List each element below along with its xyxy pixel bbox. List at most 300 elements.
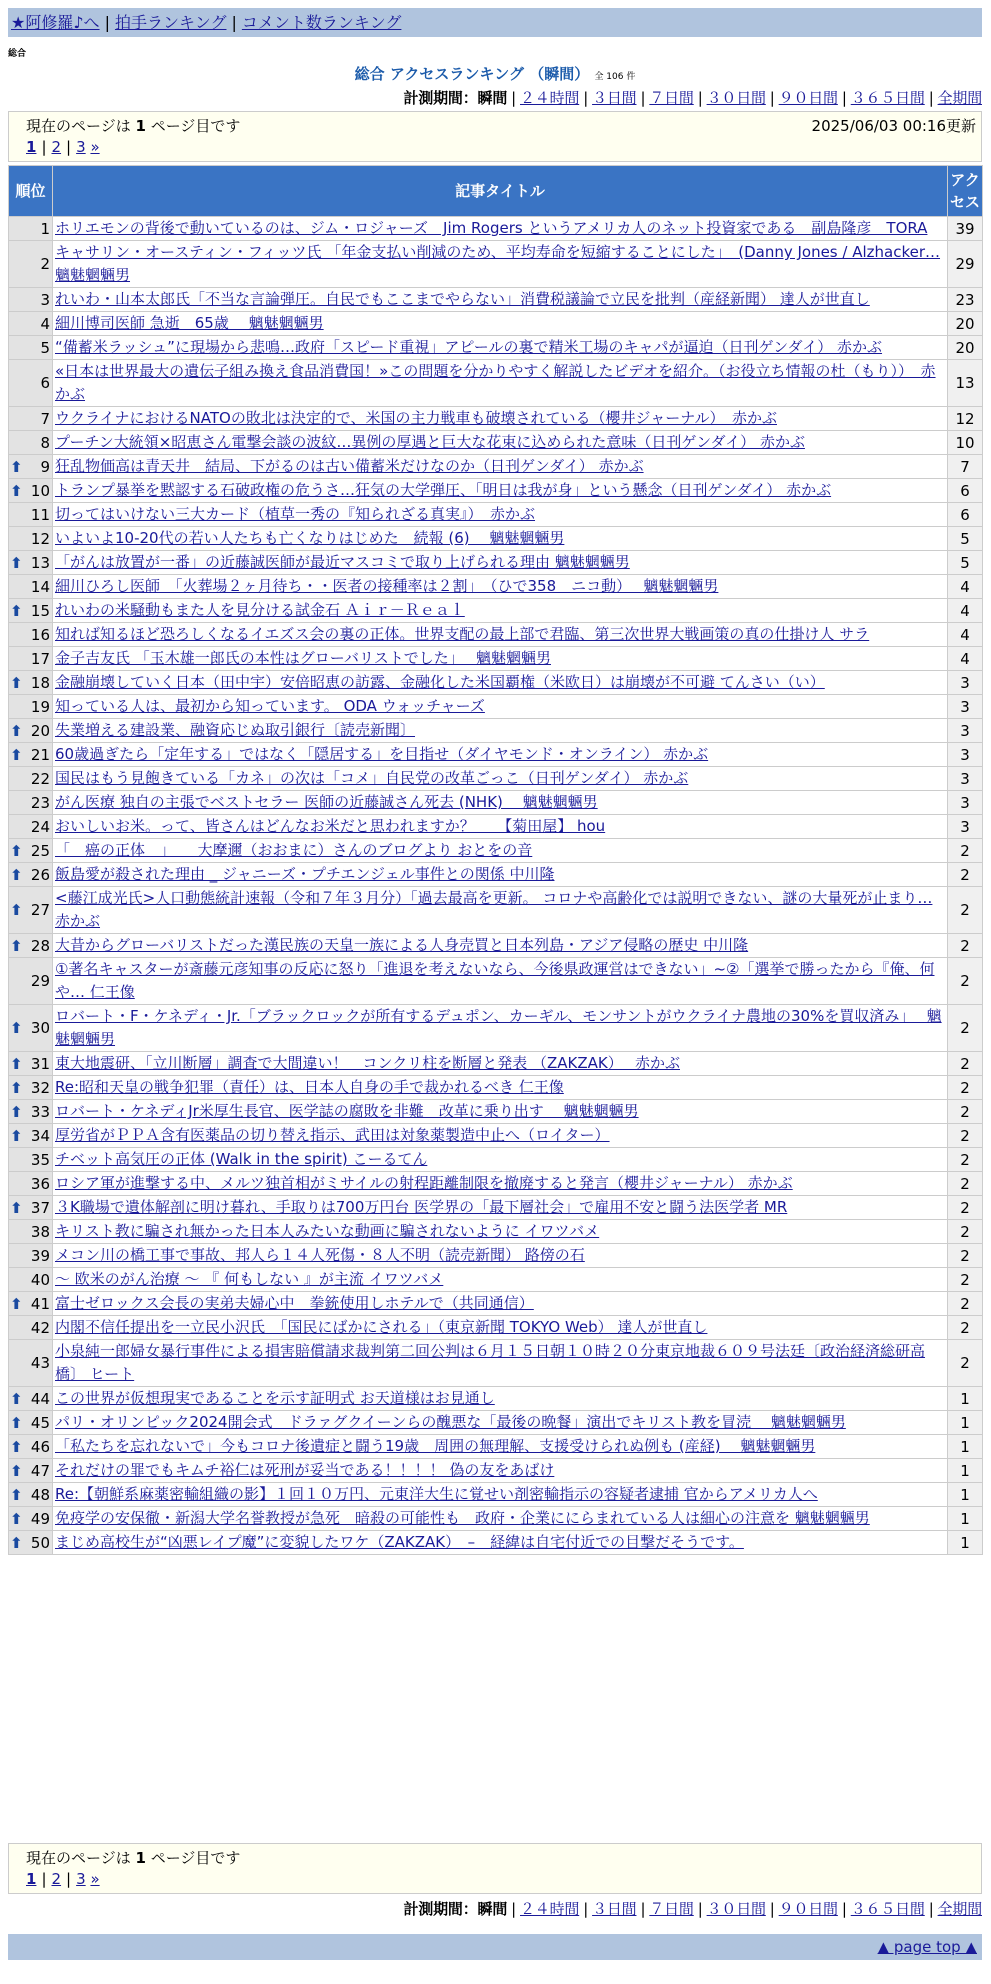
rank-cell	[9, 455, 53, 479]
access-count: 2	[948, 934, 983, 958]
page-link-1[interactable]: 1	[26, 1870, 37, 1888]
article-link[interactable]: れいわの米騒動もまた人を見分ける試金石 Ａｉｒ－Ｒｅａｌ	[55, 601, 465, 619]
article-link[interactable]: まじめ高校生が“凶悪レイプ魔”に変貌したワケ（ZAKZAK） – 経緯は自宅付近での目撃だそうです。	[55, 1533, 744, 1551]
article-link[interactable]: この世界が仮想現実であることを示す証明式 お天道様はお見通し	[55, 1389, 495, 1407]
rank-number: 45	[30, 1413, 50, 1432]
access-count: 6	[948, 479, 983, 503]
rank-up-arrow-icon: ⬆	[10, 721, 23, 740]
rank-number: 39	[30, 1246, 50, 1265]
table-row	[9, 360, 983, 407]
rank-number: 46	[30, 1437, 50, 1456]
period-separator: |	[511, 1900, 516, 1918]
rank-up-arrow-icon: ⬆	[10, 601, 23, 620]
article-link[interactable]: トランプ暴挙を黙認する石破政権の危うさ…狂気の大学弾圧、「明日は我が身」という懸念（日刊ゲンダイ） 赤かぶ	[55, 481, 832, 499]
period-option-2[interactable]: ３日間	[592, 1900, 637, 1918]
rank-number: 31	[30, 1054, 50, 1073]
access-count: 2	[948, 1100, 983, 1124]
article-link[interactable]: 内閣不信任提出を一立民小沢氏 「国民にばかにされる」（東京新聞 TOKYO Web） 達人が世直し	[55, 1318, 708, 1336]
table-row	[9, 743, 983, 767]
rank-cell	[9, 217, 53, 241]
rank-cell	[9, 887, 53, 934]
rank-cell	[9, 1005, 53, 1052]
access-count: 7	[948, 455, 983, 479]
access-count: 12	[948, 407, 983, 431]
article-link[interactable]: 細川博司医師 急逝 65歳 魑魅魍魎男	[55, 314, 324, 332]
rank-up-arrow-icon: ⬆	[10, 1078, 23, 1097]
article-link[interactable]: れいわ・山本太郎氏「不当な言論弾圧。自民でもここまでやらない」消費税議論で立民を批判（産経新聞） 達人が世直し	[55, 290, 870, 308]
access-count: 39	[948, 217, 983, 241]
period-option-0: 瞬間	[477, 89, 508, 107]
period-selector-bottom	[8, 1898, 982, 1919]
rank-cell	[9, 1220, 53, 1244]
next-page-link[interactable]: »	[90, 1870, 100, 1888]
table-row	[9, 1459, 983, 1483]
rank-number: 12	[30, 529, 50, 548]
table-row	[9, 1244, 983, 1268]
period-separator: |	[697, 89, 703, 107]
page-link-1[interactable]: 1	[26, 138, 37, 156]
pager-separator: |	[66, 138, 72, 156]
clap-ranking-link[interactable]: 拍手ランキング	[114, 13, 227, 32]
table-row	[9, 1100, 983, 1124]
article-link[interactable]: ロバート・F・ケネディ・Jr.「ブラックロックが所有するデュポン、カーギル、モンサントがウクライナ農地の30%を買収済み」 魑魅魍魎男	[55, 1007, 942, 1048]
title-cell	[53, 1292, 948, 1316]
article-link[interactable]: 知れば知るほど恐ろしくなるイエズス会の裏の正体。世界支配の最上部で君臨、第三次世界大戦画策の真の仕掛け人 サラ	[55, 625, 870, 643]
title-cell	[53, 1220, 948, 1244]
period-option-5[interactable]: ９０日間	[778, 89, 838, 107]
access-count: 5	[948, 527, 983, 551]
period-label: 計測期間：	[403, 1900, 478, 1918]
rank-cell	[9, 1268, 53, 1292]
title-cell	[53, 575, 948, 599]
top-nav-bar	[8, 8, 982, 37]
period-option-2[interactable]: ３日間	[592, 89, 637, 107]
article-link[interactable]: 富士ゼロックス会長の実弟夫婦心中 拳銃使用しホテルで（共同通信）	[55, 1294, 534, 1312]
period-separator: |	[583, 89, 589, 107]
article-link[interactable]: キリスト教に騙され無かった日本人みたいな動画に騙されないように イワツバメ	[55, 1222, 600, 1240]
title-cell	[53, 1196, 948, 1220]
table-row	[9, 1340, 983, 1387]
title-cell	[53, 599, 948, 623]
nav-separator: |	[104, 13, 110, 32]
rank-number: 15	[30, 601, 50, 620]
rank-up-arrow-icon: ⬆	[10, 1461, 23, 1480]
period-option-6[interactable]: ３６５日間	[850, 89, 925, 107]
article-link[interactable]: ロシア軍が進撃する中、メルツ独首相がミサイルの射程距離制限を撤廃すると発言（櫻井ジャーナル） 赤かぶ	[55, 1174, 793, 1192]
title-cell	[53, 527, 948, 551]
article-link[interactable]: Re:【朝鮮系麻薬密輸組織の影】１回１０万円、元東洋大生に覚せい剤密輸指示の容疑者逮捕 官からアメリカ人へ	[55, 1485, 818, 1503]
article-link[interactable]: ①著名キャスターが斎藤元彦知事の反応に怒り「進退を考えないなら、今後県政運営はできない」~②「選挙で勝ったから『俺、何や… 仁王像	[55, 960, 935, 1001]
article-link[interactable]: 「私たちを忘れないで」今もコロナ後遺症と闘う19歳 周囲の無理解、支援受けられぬ例も (産経) 魑魅魍魎男	[55, 1437, 816, 1455]
rank-cell	[9, 863, 53, 887]
title-cell	[53, 241, 948, 288]
table-row	[9, 455, 983, 479]
access-count: 3	[948, 791, 983, 815]
rank-cell	[9, 1052, 53, 1076]
rank-header: 順位	[9, 166, 53, 217]
rank-cell	[9, 1411, 53, 1435]
access-count: 10	[948, 431, 983, 455]
title-cell	[53, 839, 948, 863]
article-link[interactable]: «日本は世界最大の遺伝子組み換え食品消費国！»この問題を分かりやすく解説したビデオを紹介。（お役立ち情報の杜（もり）） 赤かぶ	[55, 362, 936, 403]
footer-bar	[8, 1934, 982, 1960]
table-row	[9, 551, 983, 575]
table-row	[9, 934, 983, 958]
access-count: 2	[948, 1340, 983, 1387]
title-cell	[53, 815, 948, 839]
title-cell	[53, 1005, 948, 1052]
access-count: 1	[948, 1531, 983, 1555]
rank-cell	[9, 791, 53, 815]
access-count: 1	[948, 1459, 983, 1483]
table-row	[9, 599, 983, 623]
pager-bottom	[26, 1870, 100, 1888]
access-count: 5	[948, 551, 983, 575]
table-row	[9, 1172, 983, 1196]
rank-number: 43	[30, 1354, 50, 1372]
article-link[interactable]: 60歳過ぎたら「定年する」ではなく「隠居する」を目指せ（ダイヤモンド・オンライン） 赤かぶ	[55, 745, 709, 763]
page-info-bottom	[8, 1843, 982, 1894]
access-count: 13	[948, 360, 983, 407]
table-row	[9, 767, 983, 791]
article-link[interactable]: 免疫学の安保徹・新潟大学名誉教授が急死 暗殺の可能性も 政府・企業ににらまれている人は細心の注意を 魑魅魍魎男	[55, 1509, 870, 1527]
period-option-7[interactable]: 全期間	[937, 1900, 982, 1918]
rank-cell	[9, 336, 53, 360]
article-link[interactable]: Re:昭和天皇の戦争犯罪（責任）は、日本人自身の手で裁かれるべき 仁王像	[55, 1078, 564, 1096]
access-count: 1	[948, 1387, 983, 1411]
rank-number: 42	[30, 1318, 50, 1337]
table-row	[9, 671, 983, 695]
table-row	[9, 1507, 983, 1531]
table-row	[9, 217, 983, 241]
title-header: 記事タイトル	[53, 166, 948, 217]
page-link-2[interactable]: 2	[51, 138, 62, 156]
rank-up-arrow-icon: ⬆	[10, 1102, 23, 1121]
access-count: 23	[948, 288, 983, 312]
access-count: 2	[948, 958, 983, 1005]
table-row	[9, 312, 983, 336]
access-count: 2	[948, 1172, 983, 1196]
rank-cell	[9, 503, 53, 527]
page-top-link[interactable]: ▲ page top ▲	[877, 1938, 977, 1956]
rank-number: 16	[30, 625, 50, 644]
period-option-7[interactable]: 全期間	[937, 89, 982, 107]
title-cell	[53, 288, 948, 312]
rank-number: 17	[30, 649, 50, 668]
period-option-4[interactable]: ３０日間	[706, 1900, 766, 1918]
title-cell	[53, 1435, 948, 1459]
rank-up-arrow-icon: ⬆	[10, 1485, 23, 1504]
period-selector-top	[8, 87, 982, 108]
table-row	[9, 431, 983, 455]
access-count: 1	[948, 1435, 983, 1459]
total-count: 全 106 件	[594, 72, 636, 82]
title-cell	[53, 1411, 948, 1435]
table-row	[9, 719, 983, 743]
rank-number: 8	[40, 433, 50, 452]
access-count: 4	[948, 623, 983, 647]
rank-cell	[9, 599, 53, 623]
rank-number: 36	[30, 1174, 50, 1193]
article-link[interactable]: <藤江成光氏>人口動態統計速報（令和７年３月分）「過去最高を更新。 コロナや高齢化では説明できない、謎の大量死が止まり… 赤かぶ	[55, 889, 933, 930]
title-cell	[53, 1244, 948, 1268]
title-cell	[53, 743, 948, 767]
ranking-table	[8, 165, 983, 1555]
rank-number: 14	[30, 577, 50, 596]
rank-cell	[9, 671, 53, 695]
article-link[interactable]: 金融崩壊していく日本（田中宇）安倍昭恵の訪露、金融化した米国覇権（米欧日）は崩壊が不可避 てんさい（い）	[55, 673, 825, 691]
rank-cell	[9, 241, 53, 288]
title-cell	[53, 623, 948, 647]
article-link[interactable]: キャサリン・オースティン・フィッツ氏 「年金支払い削減のため、平均寿命を短縮することにした」 (Danny Jones / Alzhacker… 魑魅魍魎男	[55, 243, 941, 284]
rank-number: 19	[30, 697, 50, 716]
page-info-top	[8, 111, 982, 162]
rank-up-arrow-icon: ⬆	[10, 457, 23, 476]
pager-separator: |	[41, 1870, 47, 1888]
article-link[interactable]: おいしいお米。って、皆さんはどんなお米だと思われますか？ 【菊田屋】 hou	[55, 817, 606, 835]
table-row	[9, 503, 983, 527]
page-title-text: 総合 アクセスランキング （瞬間）	[354, 65, 590, 83]
table-row	[9, 1411, 983, 1435]
table-row	[9, 1268, 983, 1292]
rank-up-arrow-icon: ⬆	[10, 553, 23, 572]
updated-timestamp: 2025/06/03 00:16更新	[811, 117, 976, 135]
rank-cell	[9, 719, 53, 743]
access-count: 6	[948, 503, 983, 527]
table-row	[9, 887, 983, 934]
table-row	[9, 1124, 983, 1148]
rank-cell	[9, 407, 53, 431]
title-cell	[53, 455, 948, 479]
rank-cell	[9, 1172, 53, 1196]
rank-cell	[9, 360, 53, 407]
article-link[interactable]: チベット高気圧の正体 (Walk in the spirit) こーるてん	[55, 1150, 428, 1168]
article-link[interactable]: がん医療 独自の主張でベストセラー 医師の近藤誠さん死去 (NHK) 魑魅魍魎男	[55, 793, 598, 811]
title-cell	[53, 958, 948, 1005]
title-cell	[53, 1531, 948, 1555]
article-link[interactable]: ３K職場で遺体解剖に明け暮れ、手取りは700万円台 医学界の「最下層社会」で雇用不安と闘う法医学者 MR	[55, 1198, 788, 1216]
table-row	[9, 336, 983, 360]
rank-cell	[9, 312, 53, 336]
rank-number: 32	[30, 1078, 50, 1097]
article-link[interactable]: 失業増える建設業、融資応じぬ取引銀行〔読売新聞〕	[55, 721, 416, 739]
nav-separator: |	[231, 13, 237, 32]
article-link[interactable]: 「がんは放置が一番」の近藤誠医師が最近マスコミで取り上げられる理由 魑魅魍魎男	[55, 553, 630, 571]
rank-number: 7	[40, 409, 50, 428]
article-link[interactable]: ロバート・ケネディJr米厚生長官、医学誌の腐敗を非難 改革に乗り出す 魑魅魍魎男	[55, 1102, 639, 1120]
access-count: 3	[948, 743, 983, 767]
page-link-3[interactable]: 3	[76, 138, 86, 156]
rank-cell	[9, 1507, 53, 1531]
rank-number: 48	[30, 1485, 50, 1504]
article-link[interactable]: 大昔からグローバリストだった漢民族の天皇一族による人身売買と日本列島・アジア侵略の歴史 中川隆	[55, 936, 749, 954]
article-link[interactable]: ホリエモンの背後で動いているのは、ジム・ロジャーズ Jim Rogers というアメリカ人のネット投資家である 副島隆彦 TORA	[55, 219, 928, 237]
title-cell	[53, 1268, 948, 1292]
home-link[interactable]: ★阿修羅♪へ	[11, 13, 100, 32]
title-cell	[53, 1316, 948, 1340]
rank-number: 35	[30, 1150, 50, 1169]
rank-number: 4	[40, 314, 50, 333]
period-option-5[interactable]: ９０日間	[778, 1900, 838, 1918]
rank-number: 25	[30, 841, 50, 860]
title-cell	[53, 767, 948, 791]
access-count: 29	[948, 241, 983, 288]
period-option-1[interactable]: ２４時間	[520, 89, 580, 107]
access-count: 2	[948, 1076, 983, 1100]
table-row	[9, 863, 983, 887]
next-page-link[interactable]: »	[90, 138, 100, 156]
table-row	[9, 1387, 983, 1411]
period-option-4[interactable]: ３０日間	[706, 89, 766, 107]
rank-cell	[9, 934, 53, 958]
rank-cell	[9, 815, 53, 839]
rank-number: 40	[30, 1270, 50, 1289]
access-count: 3	[948, 695, 983, 719]
rank-cell	[9, 1244, 53, 1268]
access-count: 2	[948, 1292, 983, 1316]
period-separator: |	[769, 89, 775, 107]
article-link[interactable]: メコン川の橋工事で事故、邦人ら１４人死傷・８人不明（読売新聞） 路傍の石	[55, 1246, 585, 1264]
article-link[interactable]: 知っている人は、最初から知っています。 ODA ウォッチャーズ	[55, 697, 485, 715]
page-link-3[interactable]: 3	[76, 1870, 86, 1888]
period-separator: |	[841, 89, 847, 107]
table-row	[9, 479, 983, 503]
rank-number: 10	[30, 481, 50, 500]
rank-number: 9	[40, 457, 50, 476]
period-option-0: 瞬間	[477, 1900, 508, 1918]
access-count: 4	[948, 575, 983, 599]
current-page-text: 現在のページは 1 ページ目です	[26, 117, 241, 135]
period-separator: |	[769, 1900, 775, 1918]
table-row	[9, 407, 983, 431]
rank-number: 18	[30, 673, 50, 692]
period-separator: |	[640, 1900, 646, 1918]
table-row	[9, 815, 983, 839]
article-link[interactable]: 国民はもう見飽きている「カネ」の次は「コメ」自民党の改革ごっこ（日刊ゲンダイ） 赤かぶ	[55, 769, 689, 787]
article-link[interactable]: ～ 欧米のがん治療 ～ 『 何もしない 』が主流 イワツバメ	[55, 1270, 444, 1288]
table-row	[9, 1220, 983, 1244]
rank-cell	[9, 1124, 53, 1148]
period-separator: |	[511, 89, 516, 107]
period-label: 計測期間：	[403, 89, 478, 107]
table-row	[9, 695, 983, 719]
rank-cell	[9, 1531, 53, 1555]
article-link[interactable]: 切ってはいけない三大カード（植草一秀の『知られざる真実』） 赤かぶ	[55, 505, 536, 523]
access-count: 2	[948, 1244, 983, 1268]
table-row	[9, 241, 983, 288]
current-page-text: 現在のページは 1 ページ目です	[26, 1849, 241, 1867]
rank-number: 38	[30, 1222, 50, 1241]
rank-cell	[9, 1292, 53, 1316]
article-link[interactable]: いよいよ10-20代の若い人たちも亡くなりはじめた 続報 (6) 魑魅魍魎男	[55, 529, 565, 547]
article-link[interactable]: 飯島愛が殺された理由 _ ジャニーズ・プチエンジェル事件との関係 中川隆	[55, 865, 555, 883]
table-row	[9, 791, 983, 815]
rank-cell	[9, 1459, 53, 1483]
rank-number: 50	[30, 1533, 50, 1552]
access-count: 2	[948, 1196, 983, 1220]
rank-cell	[9, 551, 53, 575]
rank-number: 33	[30, 1102, 50, 1121]
title-cell	[53, 336, 948, 360]
category-label: 総合	[8, 49, 27, 59]
table-header-row	[9, 166, 983, 217]
rank-up-arrow-icon: ⬆	[10, 1389, 23, 1408]
article-link[interactable]: 狂乱物価高は青天井 結局、下がるのは古い備蓄米だけなのか（日刊ゲンダイ） 赤かぶ	[55, 457, 644, 475]
access-count: 2	[948, 887, 983, 934]
rank-cell	[9, 767, 53, 791]
access-count: 4	[948, 599, 983, 623]
period-separator: |	[640, 89, 646, 107]
title-cell	[53, 1124, 948, 1148]
title-cell	[53, 863, 948, 887]
rank-cell	[9, 1435, 53, 1459]
article-link[interactable]: ウクライナにおけるNATOの敗北は決定的で、米国の主力戦車も破壊されている（櫻井ジャーナル） 赤かぶ	[55, 409, 777, 427]
access-count: 2	[948, 1148, 983, 1172]
page-title	[8, 63, 982, 84]
article-link[interactable]: 細川ひろし医師 「火葬場２ヶ月待ち・・医者の接種率は２割」 （ひで358 ニコ動） 魑魅魍魎男	[55, 577, 719, 595]
comment-ranking-link[interactable]: コメント数ランキング	[241, 13, 402, 32]
rank-up-arrow-icon: ⬆	[10, 673, 23, 692]
article-link[interactable]: パリ・オリンピック2024開会式 ドラァグクイーンらの醜悪な「最後の晩餐」演出でキリスト教を冒涜 魑魅魍魎男	[55, 1413, 846, 1431]
period-separator: |	[697, 1900, 703, 1918]
article-link[interactable]: 「 癌の正体 」 大摩邇（おおまに）さんのブログより おとをの音	[55, 841, 533, 859]
period-option-6[interactable]: ３６５日間	[850, 1900, 925, 1918]
access-header: アクセス	[948, 166, 983, 217]
article-link[interactable]: 東大地震研、「立川断層」調査で大間違い！ コンクリ柱を断層と発表 （ZAKZAK） 赤かぶ	[55, 1054, 680, 1072]
rank-number: 37	[30, 1198, 50, 1217]
rank-up-arrow-icon: ⬆	[10, 1413, 23, 1432]
access-count: 20	[948, 312, 983, 336]
access-count: 3	[948, 767, 983, 791]
table-row	[9, 1435, 983, 1459]
access-count: 20	[948, 336, 983, 360]
rank-number: 13	[30, 553, 50, 572]
rank-cell	[9, 1387, 53, 1411]
title-cell	[53, 791, 948, 815]
article-link[interactable]: “備蓄米ラッシュ”に現場から悲鳴…政府「スピード重視」アピールの裏で精米工場のキャパが逼迫（日刊ゲンダイ） 赤かぶ	[55, 338, 883, 356]
article-link[interactable]: 厚労省がＰＰＡ含有医薬品の切り替え指示、武田は対象薬製造中止へ（ロイター）	[55, 1126, 610, 1144]
table-row	[9, 1196, 983, 1220]
access-count: 2	[948, 1124, 983, 1148]
title-cell	[53, 1076, 948, 1100]
ranking-table-body	[9, 217, 983, 1555]
rank-up-arrow-icon: ⬆	[10, 1054, 23, 1073]
period-option-1[interactable]: ２４時間	[520, 1900, 580, 1918]
article-link[interactable]: プーチン大統領×昭恵さん電撃会談の波紋…異例の厚遇と巨大な花束に込められた意味（日刊ゲンダイ） 赤かぶ	[55, 433, 805, 451]
rank-number: 49	[30, 1509, 50, 1528]
access-count: 1	[948, 1483, 983, 1507]
rank-number: 34	[30, 1126, 50, 1145]
rank-number: 47	[30, 1461, 50, 1480]
rank-number: 20	[30, 721, 50, 740]
title-cell	[53, 551, 948, 575]
rank-number: 5	[40, 338, 50, 357]
rank-cell	[9, 527, 53, 551]
rank-cell	[9, 1196, 53, 1220]
rank-up-arrow-icon: ⬆	[10, 936, 23, 955]
rank-up-arrow-icon: ⬆	[10, 841, 23, 860]
period-option-3[interactable]: ７日間	[649, 89, 694, 107]
article-link[interactable]: 金子吉友氏 「玉木雄一郎氏の本性はグローバリストでした」 魑魅魍魎男	[55, 649, 551, 667]
rank-up-arrow-icon: ⬆	[10, 1126, 23, 1145]
article-link[interactable]: それだけの罪でもキムチ裕仁は死刑が妥当である！！！！ 偽の友をあばけ	[55, 1461, 555, 1479]
page-link-2[interactable]: 2	[51, 1870, 62, 1888]
rank-up-arrow-icon: ⬆	[10, 865, 23, 884]
period-option-3[interactable]: ７日間	[649, 1900, 694, 1918]
rank-up-arrow-icon: ⬆	[10, 901, 23, 919]
article-link[interactable]: 小泉純一郎婦女暴行事件による損害賠償請求裁判第二回公判は６月１５日朝１０時２０分東京地裁６０９号法廷〔政治経済総研高橋〕 ヒート	[55, 1342, 926, 1383]
rank-up-arrow-icon: ⬆	[10, 1437, 23, 1456]
